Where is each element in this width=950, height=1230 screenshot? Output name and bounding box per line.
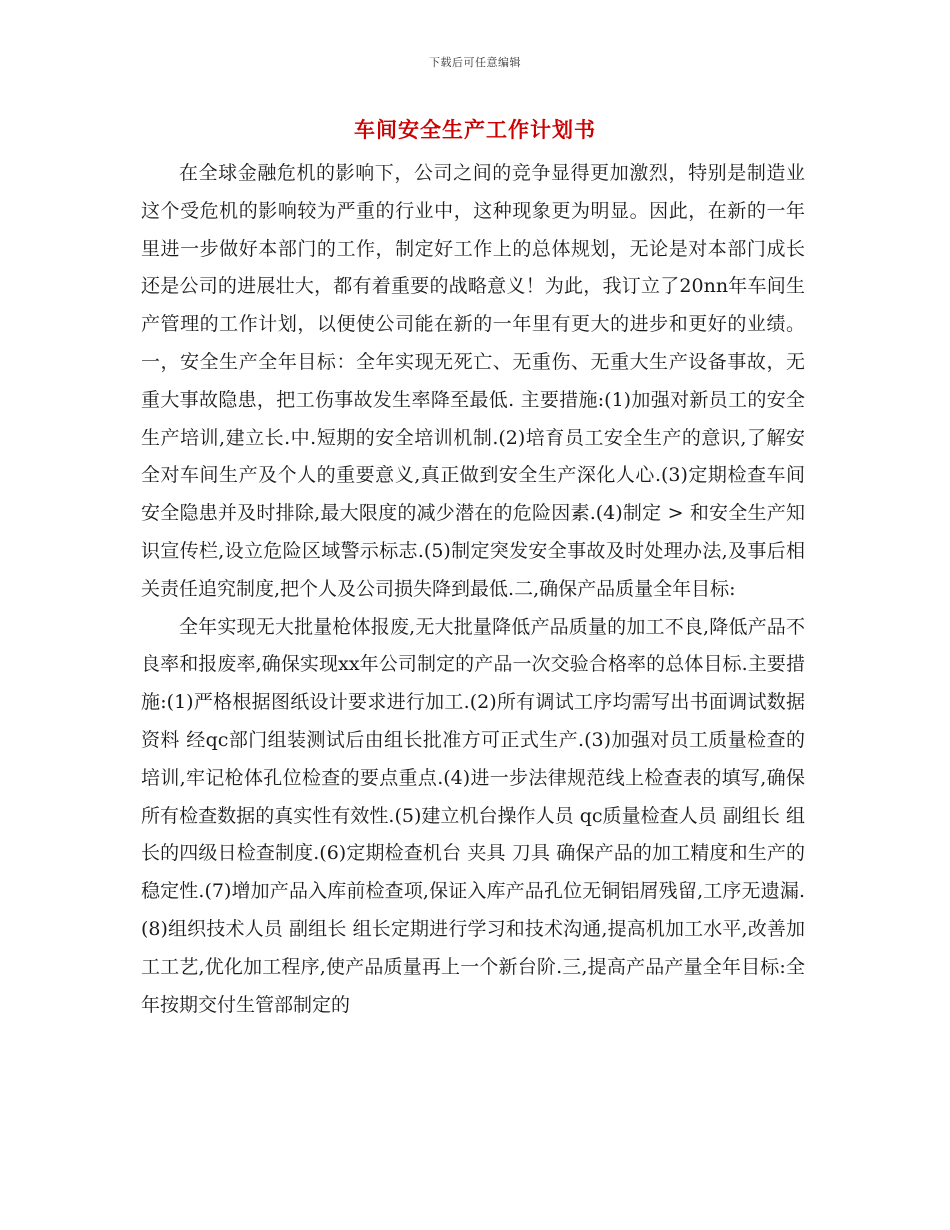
body-paragraph: 全年实现无大批量枪体报废,无大批量降低产品质量的加工不良,降低产品不良率和报废率,确保实现xx年公司制定的产品一次交验合格率的总体目标.主要措施:(1)严格根据图纸设计要求进行加工.(2)所有调试工序均需写出书面调试数据 资料 经qc部门组装测试后由组长批准方可正式生产.(3)加强对员工质量检查的培训,牢记枪体孔位检查的要点重点.(4)进一步法律规范线上检查表的填写,确保所有检查数据的真实性有效性.(5)建立机台操作人员 qc质量检查人员 副组长 组长的四级日检查制度.(6)定期检查机台 夹具 刀具 确保产品的加工精度和生产的稳定性.(7)增加产品入库前检查项,保证入库产品孔位无铜铝屑残留,工序无遗漏.(8)组织技术人员 副组长 组长定期进行学习和技术沟通,提高机加工水平,改善加工工艺,优化加工程序,使产品质量再上一个新台阶.三,提高产品产量全年目标:全年按期交付生管部制定的: [141, 615, 805, 1016]
document-body: [141, 155, 805, 1024]
header-note: 下载后可任意编辑: [429, 56, 521, 69]
document-title: 车间安全生产工作计划书: [354, 118, 596, 142]
body-paragraph: 在全球金融危机的影响下，公司之间的竞争显得更加激烈，特别是制造业这个受危机的影响较为严重的行业中，这种现象更为明显。因此，在新的一年里进一步做好本部门的工作，制定好工作上的总体规划，无论是对本部门成长还是公司的进展壮大，都有着重要的战略意义！为此，我订立了20nn年车间生产管理的工作计划，以便使公司能在新的一年里有更大的进步和更好的业绩。一，安全生产全年目标：全年实现无死亡、无重伤、无重大生产设备事故，无重大事故隐患，把工伤事故发生率降至最低. 主要措施:(1)加强对新员工的安全生产培训,建立长.中.短期的安全培训机制.(2)培育员工安全生产的意识,了解安全对车间生产及个人的重要意义,真正做到安全生产深化人心.(3)定期检查车间安全隐患并及时排除,最大限度的减少潜在的危险因素.(4)制定 > 和安全生产知识宣传栏,设立危险区域警示标志.(5)制定突发安全事故及时处理办法,及事后相关责任追究制度,把个人及公司损失降到最低.二,确保产品质量全年目标:: [141, 162, 805, 600]
